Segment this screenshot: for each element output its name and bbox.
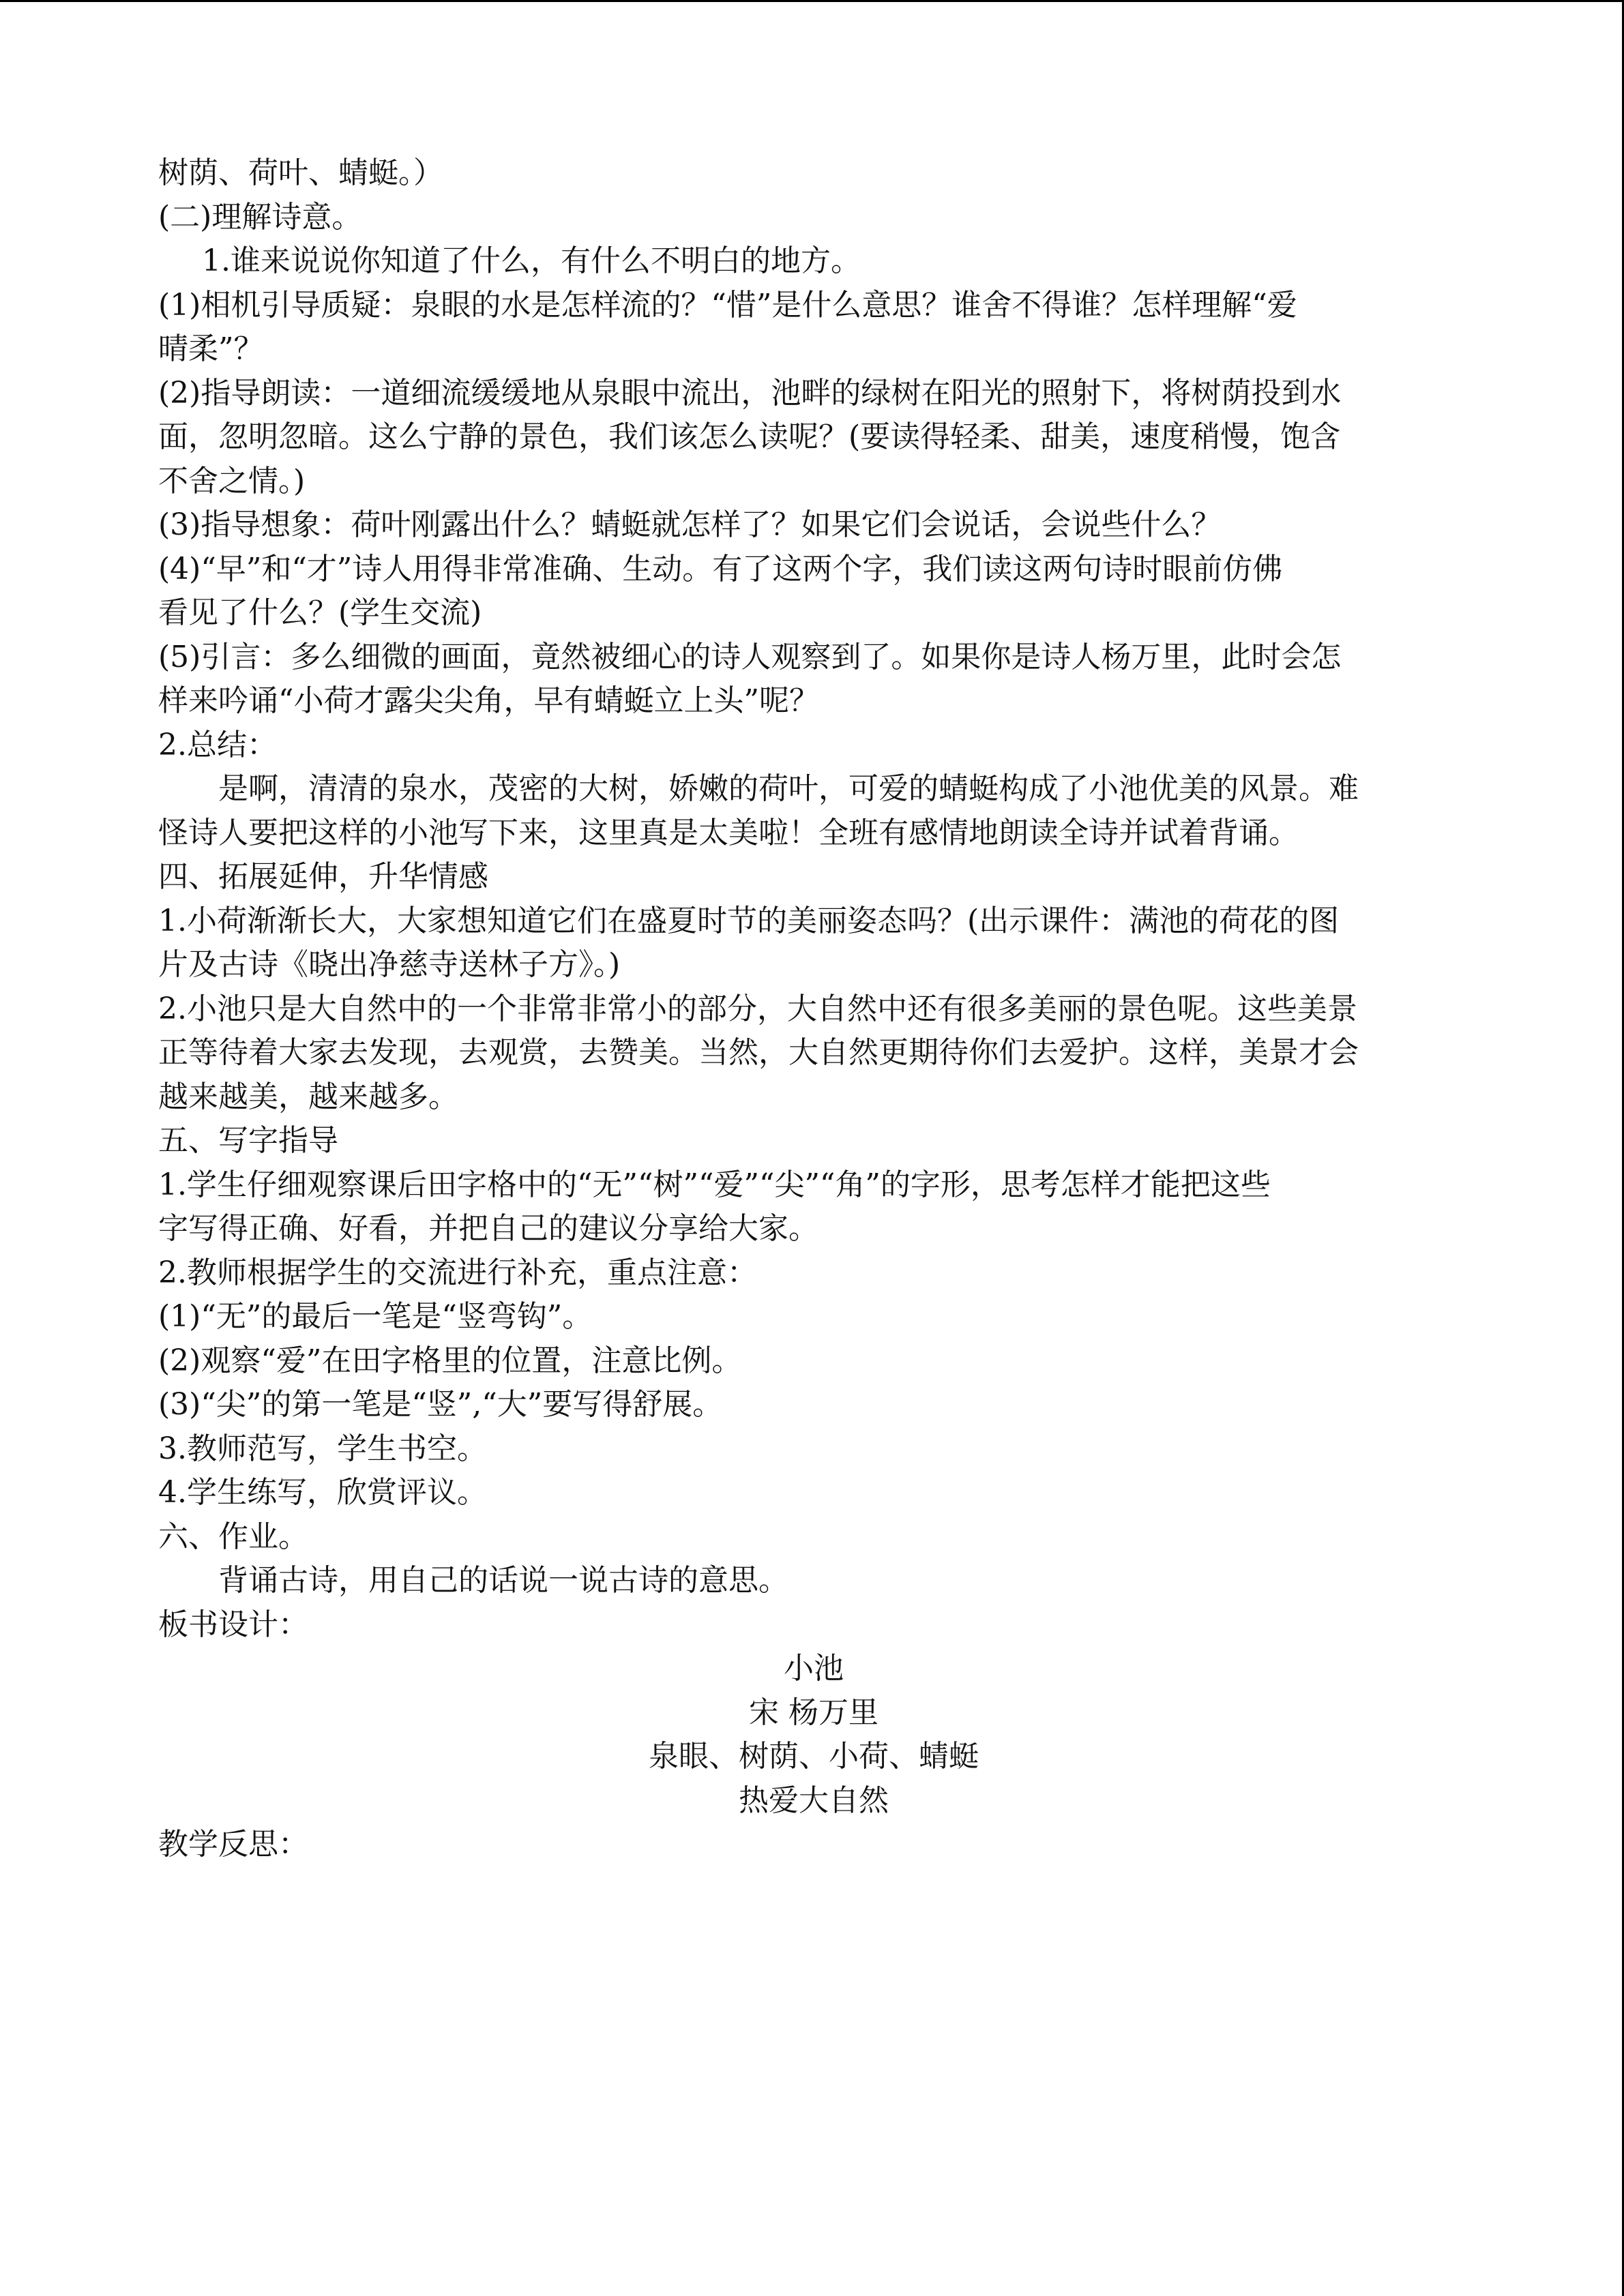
board-design: [158, 1647, 1469, 1823]
board-keywords: 泉眼、树荫、小荷、蜻蜓: [649, 1739, 979, 1774]
section-heading: 2.总结：: [158, 727, 277, 762]
text-line: 怪诗人要把这样的小池写下来，这里真是太美啦！全班有感情地朗读全诗并试着背诵。: [158, 815, 1299, 850]
text-line: 越来越美，越来越多。: [158, 1079, 458, 1114]
board-title: 小池: [784, 1651, 844, 1686]
text-line: 2.小池只是大自然中的一个非常非常小的部分，大自然中还有很多美丽的景色呢。这些美景: [158, 991, 1357, 1026]
section-heading: 五、写字指导: [158, 1123, 338, 1158]
text-line: 是啊，清清的泉水，茂密的大树，娇嫩的荷叶，可爱的蜻蜓构成了小池优美的风景。难: [218, 771, 1359, 806]
text-line: 1.学生仔细观察课后田字格中的“无”“树”“爱”“尖”“角”的字形，思考怎样才能把这些: [158, 1167, 1271, 1202]
board-theme: 热爱大自然: [739, 1783, 889, 1818]
page-border-top: [0, 0, 1624, 2]
text-line: 背诵古诗，用自己的话说一说古诗的意思。: [218, 1563, 788, 1598]
text-line: 片及古诗《晓出净慈寺送林子方》。): [158, 947, 621, 982]
section-heading: 六、作业。: [158, 1519, 308, 1554]
text-line: 不舍之情。): [158, 463, 306, 498]
text-line: (2)观察“爱”在田字格里的位置，注意比例。: [158, 1343, 742, 1378]
text-line: 晴柔”？: [158, 331, 264, 366]
text-line: (3)“尖”的第一笔是“竖”,“大”要写得舒展。: [158, 1387, 723, 1422]
text-line: 1.谁来说说你知道了什么，有什么不明白的地方。: [202, 243, 861, 278]
text-line: (5)引言：多么细微的画面，竟然被细心的诗人观察到了。如果你是诗人杨万里，此时会怎: [158, 639, 1342, 674]
text-line: (3)指导想象：荷叶刚露出什么？蜻蜓就怎样了？如果它们会说话，会说些什么？: [158, 507, 1222, 542]
text-line: 字写得正确、好看，并把自己的建议分享给大家。: [158, 1211, 818, 1246]
board-author: 宋 杨万里: [749, 1695, 879, 1730]
text-line: 2.教师根据学生的交流进行补充，重点注意：: [158, 1255, 757, 1290]
text-line: 面，忽明忽暗。这么宁静的景色，我们该怎么读呢？(要读得轻柔、甜美，速度稍慢，饱含: [158, 419, 1341, 454]
text-line: 3.教师范写，学生书空。: [158, 1431, 487, 1466]
section-heading: (二)理解诗意。: [158, 199, 362, 235]
text-line: 正等待着大家去发现，去观赏，去赞美。当然，大自然更期待你们去爱护。这样，美景才会: [158, 1035, 1359, 1070]
text-line: 样来吟诵“小荷才露尖尖角，早有蜻蜓立上头”呢？: [158, 683, 819, 718]
text-line: (1)“无”的最后一笔是“竖弯钩”。: [158, 1299, 593, 1334]
text-line: (4)“早”和“才”诗人用得非常准确、生动。有了这两个字，我们读这两句诗时眼前仿佛: [158, 551, 1283, 586]
section-heading: 四、拓展延伸，升华情感: [158, 859, 488, 894]
text-line: 树荫、荷叶、蜻蜓。）: [158, 155, 443, 190]
document-body: [158, 151, 1469, 1867]
text-line: 4.学生练写，欣赏评议。: [158, 1475, 487, 1510]
text-line: (2)指导朗读：一道细流缓缓地从泉眼中流出，池畔的绿树在阳光的照射下，将树荫投到水: [158, 375, 1342, 411]
text-line: (1)相机引导质疑：泉眼的水是怎样流的？“惜”是什么意思？谁舍不得谁？怎样理解“爱: [158, 287, 1297, 323]
text-line: 看见了什么？(学生交流): [158, 595, 482, 630]
text-line: 1.小荷渐渐长大，大家想知道它们在盛夏时节的美丽姿态吗？(出示课件：满池的荷花的图: [158, 903, 1340, 938]
board-design-label: 板书设计：: [158, 1607, 308, 1642]
reflection-label: 教学反思：: [158, 1827, 308, 1862]
